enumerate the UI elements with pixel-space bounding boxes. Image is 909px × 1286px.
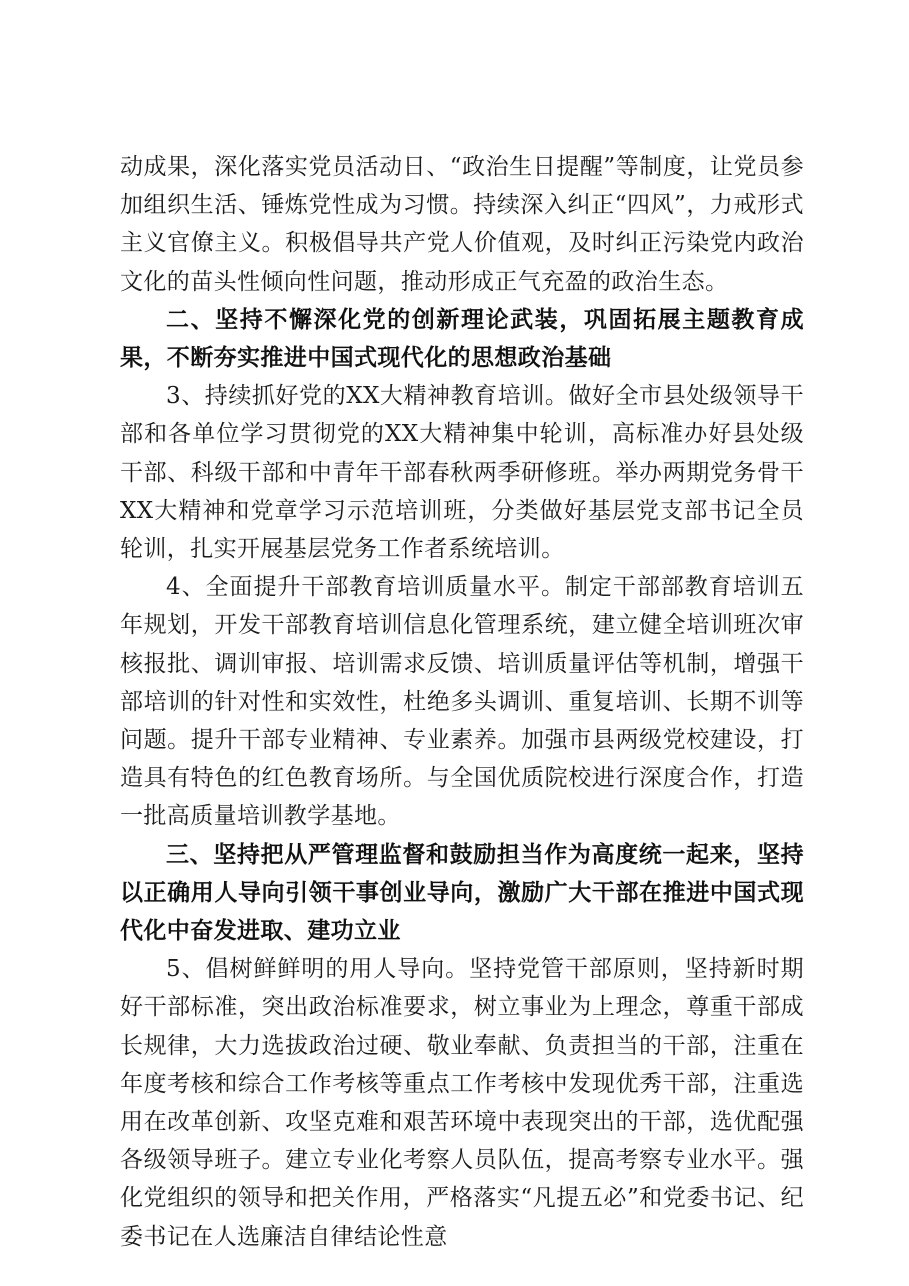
paragraph-item-3: 3、持续抓好党的XX大精神教育培训。做好全市县处级领导干部和各单位学习贯彻党的XX大精神集中轮训，高标准办好县处级干部、科级干部和中青年干部春秋两季研修班。举办两期党务骨干XX大精神和党章学习示范培训班，分类做好基层党支部书记全员轮训，扎实开展基层党务工作者系统培训。 [120,383,804,563]
section-heading-two: 二、坚持不懈深化党的创新理论武装，巩固拓展主题教育成果，不断夯实推进中国式现代化的思想政治基础 [120,306,804,372]
paragraph-item-4: 4、全面提升干部教育培训质量水平。制定干部部教育培训五年规划，开发干部教育培训信息化管理系统，建立健全培训班次审核报批、调训审报、培训需求反馈、培训质量评估等机制，增强干部培训的针对性和实效性，杜绝多头调训、重复培训、长期不训等问题。提升干部专业精神、专业素养。加强市县两级党校建设，打造具有特色的红色教育场所。与全国优质院校进行深度合作，打造一批高质量培训教学基地。 [120,574,804,830]
section-heading-three: 三、坚持把从严管理监督和鼓励担当作为高度统一起来，坚持以正确用人导向引领干事创业导向，激励广大干部在推进中国式现代化中奋发进取、建功立业 [120,841,804,945]
paragraph-item-5: 5、倡树鲜鲜明的用人导向。坚持党管干部原则，坚持新时期好干部标准，突出政治标准要求，树立事业为上理念，尊重干部成长规律，大力选拔政治过硬、敬业奉献、负责担当的干部，注重在年度考核和综合工作考核等重点工作考核中发现优秀干部，注重选用在改革创新、攻坚克难和艰苦环境中表现突出的干部，选优配强各级领导班子。建立专业化考察人员队伍，提高考察专业水平。强化党组织的领导和把关作用，严格落实“凡提五必”和党委书记、纪委书记在人选廉洁自律结论性意 [120,956,804,1250]
document-body [120,148,804,1256]
paragraph-continuation: 动成果，深化落实党员活动日、“政治生日提醒”等制度，让党员参加组织生活、锤炼党性成为习惯。持续深入纠正“四风”，力戒形式主义官僚主义。积极倡导共产党人价值观，及时纠正污染党内政治文化的苗头性倾向性问题，推动形成正气充盈的政治生态。 [120,154,804,295]
